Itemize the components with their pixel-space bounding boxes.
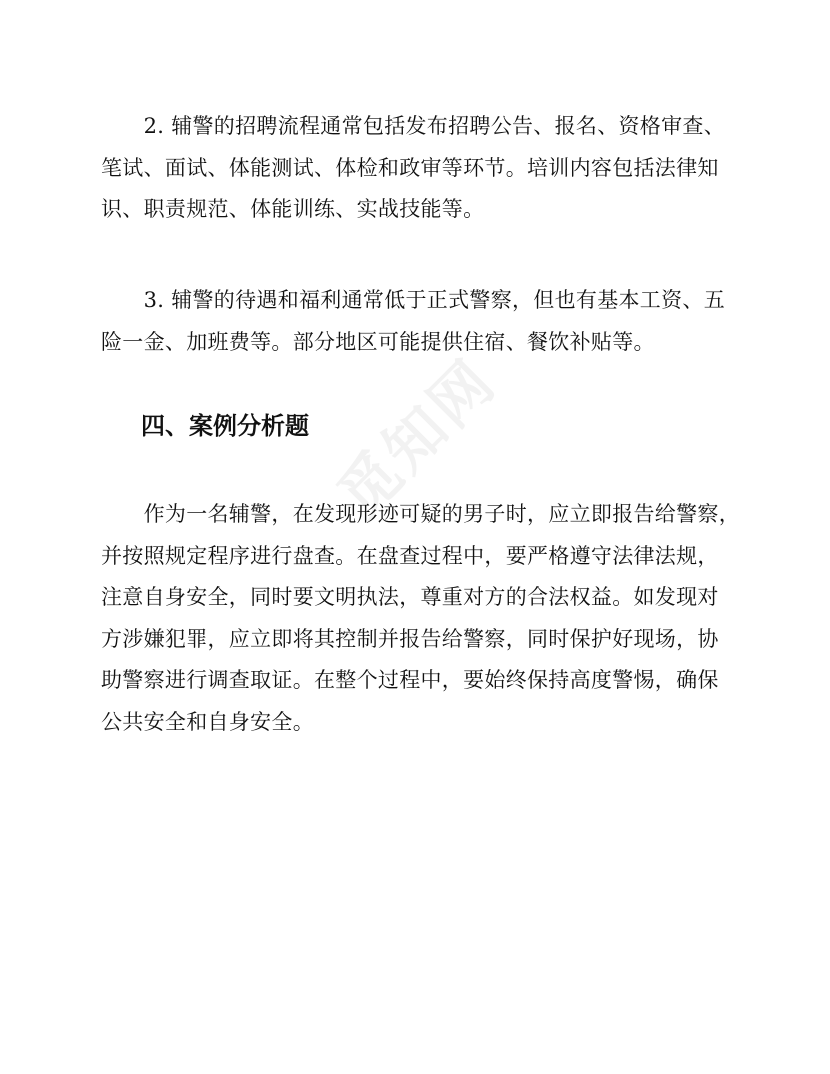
paragraph-line: 注意自身安全，同时要文明执法，尊重对方的合法权益。如发现对 — [101, 585, 719, 609]
paragraph-line: 公共安全和自身安全。 — [101, 709, 314, 734]
section-heading: 四、案例分析题 — [141, 412, 309, 440]
paragraph-line: 笔试、面试、体能测试、体检和政审等环节。培训内容包括法律知 — [101, 155, 719, 180]
paragraph-line: 作为一名辅警，在发现形迹可疑的男子时，应立即报告给警察， — [101, 502, 740, 526]
paragraph-case-analysis — [101, 494, 761, 743]
paragraph-line: 险一金、加班费等。部分地区可能提供住宿、餐饮补贴等。 — [101, 329, 655, 354]
paragraph-line: 并按照规定程序进行盘查。在盘查过程中，要严格遵守法律法规， — [101, 543, 719, 568]
paragraph-line: 2. 辅警的招聘流程通常包括发布招聘公告、报名、资格审查、 — [101, 114, 726, 138]
paragraph-benefits — [101, 280, 761, 363]
watermark-text: 觅知网 — [324, 345, 511, 532]
paragraph-line: 方涉嫌犯罪，应立即将其控制并报告给警察，同时保护好现场，协 — [101, 626, 719, 651]
paragraph-recruitment — [101, 106, 761, 231]
paragraph-line: 识、职责规范、体能训练、实战技能等。 — [101, 197, 485, 221]
paragraph-line: 助警察进行调查取证。在整个过程中，要始终保持高度警惕，确保 — [101, 668, 719, 692]
paragraph-line: 3. 辅警的待遇和福利通常低于正式警察，但也有基本工资、五 — [101, 288, 726, 312]
